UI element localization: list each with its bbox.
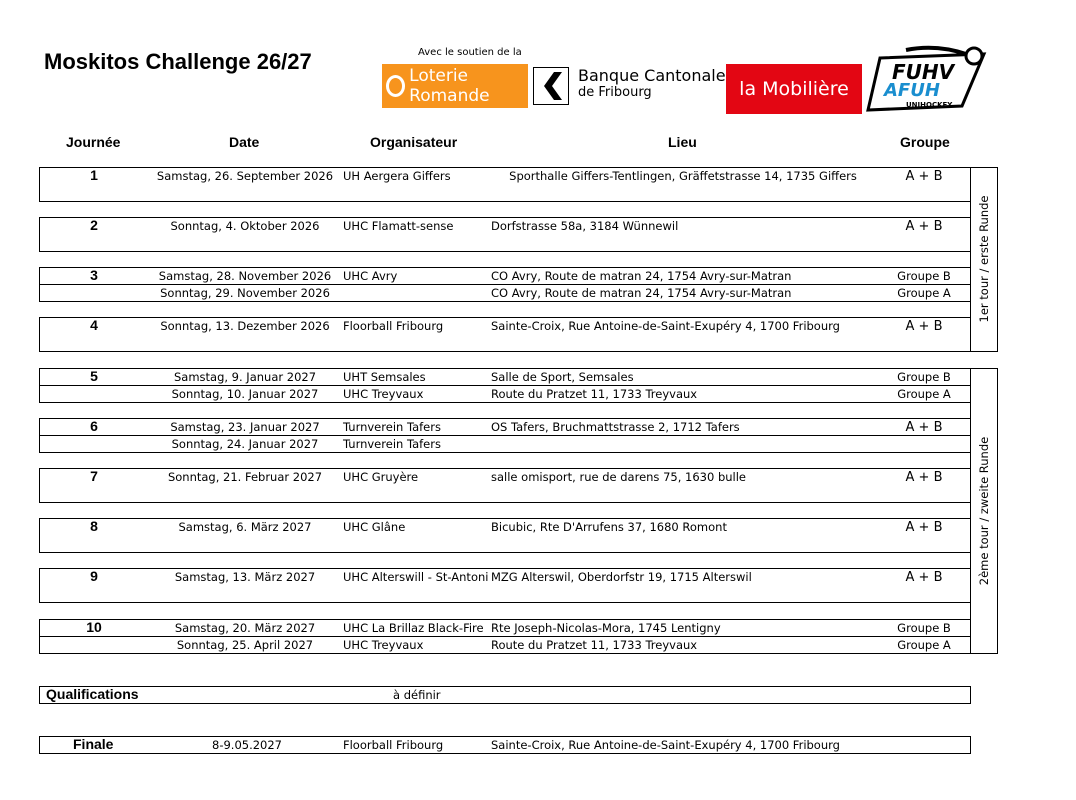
page-title: Moskitos Challenge 26/27 (44, 49, 312, 74)
round-label-second: 2ème tour / zweite Runde (977, 436, 991, 586)
cell-organisateur: UHC Treyvaux (343, 638, 424, 652)
cell-organisateur: UHC Treyvaux (343, 387, 424, 401)
cell-date: Sonntag, 24. Januar 2027 (171, 437, 319, 451)
bank-name-line2: de Fribourg (578, 85, 652, 100)
row-divider (39, 435, 971, 436)
cell-date: Sonntag, 13. Dezember 2026 (160, 319, 330, 333)
cell-lieu: salle omisport, rue de darens 75, 1630 bulle (491, 470, 746, 484)
finale-date: 8-9.05.2027 (212, 738, 282, 752)
cell-lieu: OS Tafers, Bruchmattstrasse 2, 1712 Tafers (491, 420, 740, 434)
afuh-text: AFUH (884, 80, 940, 101)
header-lieu: Lieu (668, 134, 697, 150)
cell-groupe: A + B (905, 319, 943, 334)
qualifications-label: Qualifications (46, 686, 139, 702)
cell-organisateur: UHC Flamatt-sense (343, 219, 454, 233)
cell-groupe: Groupe A (897, 638, 951, 652)
cell-lieu: MZG Alterswil, Oberdorfstr 19, 1715 Alterswil (491, 570, 752, 584)
mobiliere-logo: la Mobilière (726, 64, 862, 114)
cell-groupe: Groupe A (897, 387, 951, 401)
row-divider (39, 385, 971, 386)
qualifications-row (39, 686, 971, 704)
header-date: Date (229, 134, 260, 150)
cell-date: Samstag, 20. März 2027 (174, 621, 316, 635)
round-label-first: 1er tour / erste Runde (977, 195, 991, 323)
cell-organisateur: UHC La Brillaz Black-Fire (343, 621, 484, 635)
cell-lieu: Bicubic, Rte D'Arrufens 37, 1680 Romont (491, 520, 727, 534)
loterie-name: Loterie Romande (409, 66, 490, 106)
cell-lieu: Salle de Sport, Semsales (491, 370, 634, 384)
cell-lieu: CO Avry, Route de matran 24, 1754 Avry-sur-Matran (491, 286, 792, 300)
cell-lieu: Route du Pratzet 11, 1733 Treyvaux (491, 387, 698, 401)
fuhv-text: FUHV (892, 60, 955, 84)
row-divider (39, 284, 971, 285)
cell-organisateur: UHT Semsales (343, 370, 426, 384)
bank-name-line1: Banque Cantonale (578, 66, 726, 85)
loterie-tagline: Avec le soutien de la (418, 47, 522, 58)
cell-lieu: Sainte-Croix, Rue Antoine-de-Saint-Exupéry 4, 1700 Fribourg (491, 319, 840, 333)
cell-lieu: Dorfstrasse 58a, 3184 Wünnewil (491, 219, 679, 233)
cell-lieu: Sporthalle Giffers-Tentlingen, Gräffetstrasse 14, 1735 Giffers (509, 169, 857, 183)
cell-date: Samstag, 9. Januar 2027 (173, 370, 317, 384)
loterie-romande-logo (382, 64, 528, 108)
cell-lieu: CO Avry, Route de matran 24, 1754 Avry-sur-Matran (491, 269, 792, 283)
cell-organisateur: UHC Alterswill - St-Antoni (343, 570, 489, 584)
cell-groupe: Groupe B (897, 621, 951, 635)
journee-number: 9 (90, 568, 98, 584)
cell-date: Sonntag, 21. Februar 2027 (167, 470, 323, 484)
journee-number: 8 (90, 518, 98, 534)
journee-number: 7 (90, 468, 98, 484)
cell-lieu: Route du Pratzet 11, 1733 Treyvaux (491, 638, 698, 652)
cell-organisateur: UHC Glâne (343, 520, 406, 534)
journee-number: 2 (90, 217, 98, 233)
cell-groupe: A + B (905, 219, 943, 234)
cell-organisateur: Floorball Fribourg (343, 319, 444, 333)
qualifications-value: à définir (393, 688, 441, 702)
cell-date: Sonntag, 10. Januar 2027 (171, 387, 319, 401)
cell-date: Samstag, 23. Januar 2027 (170, 420, 320, 434)
journee-number: 5 (90, 368, 98, 384)
cell-date: Sonntag, 25. April 2027 (176, 638, 314, 652)
cell-groupe: Groupe A (897, 286, 951, 300)
cell-groupe: A + B (905, 570, 943, 585)
cell-date: Sonntag, 4. Oktober 2026 (170, 219, 320, 233)
unihockey-text: UNIHOCKEY (906, 101, 953, 109)
row-divider (39, 636, 971, 637)
cell-groupe: A + B (905, 520, 943, 535)
cell-organisateur: UH Aergera Giffers (343, 169, 451, 183)
finale-organisateur: Floorball Fribourg (343, 738, 444, 752)
cell-organisateur: UHC Avry (343, 269, 398, 283)
cell-groupe: A + B (905, 420, 943, 435)
bank-chevron-icon (533, 67, 569, 105)
cell-date: Samstag, 6. März 2027 (178, 520, 312, 534)
cell-date: Samstag, 28. November 2026 (158, 269, 332, 283)
journee-number: 3 (90, 267, 98, 283)
header-organisateur: Organisateur (370, 134, 458, 150)
cell-groupe: A + B (905, 169, 943, 184)
header-groupe: Groupe (900, 134, 950, 150)
journee-number: 10 (86, 619, 102, 635)
journee-number: 6 (90, 418, 98, 434)
header-journee: Journée (66, 134, 121, 150)
cell-date: Samstag, 26. September 2026 (156, 169, 334, 183)
journee-number: 4 (90, 317, 98, 333)
cell-date: Sonntag, 29. November 2026 (160, 286, 330, 300)
cell-date: Samstag, 13. März 2027 (174, 570, 316, 584)
cell-organisateur: UHC Gruyère (343, 470, 419, 484)
cell-organisateur: Turnverein Tafers (343, 420, 441, 434)
cell-lieu: Rte Joseph-Nicolas-Mora, 1745 Lentigny (491, 621, 721, 635)
journee-number: 1 (90, 167, 98, 183)
finale-lieu: Sainte-Croix, Rue Antoine-de-Saint-Exupéry 4, 1700 Fribourg (491, 738, 840, 752)
cell-groupe: A + B (905, 470, 943, 485)
fuhv-logo (866, 44, 990, 118)
cell-groupe: Groupe B (897, 370, 951, 384)
loterie-circle-icon (386, 75, 405, 97)
cell-organisateur: Turnverein Tafers (343, 437, 441, 451)
finale-label: Finale (73, 736, 114, 752)
cell-groupe: Groupe B (897, 269, 951, 283)
